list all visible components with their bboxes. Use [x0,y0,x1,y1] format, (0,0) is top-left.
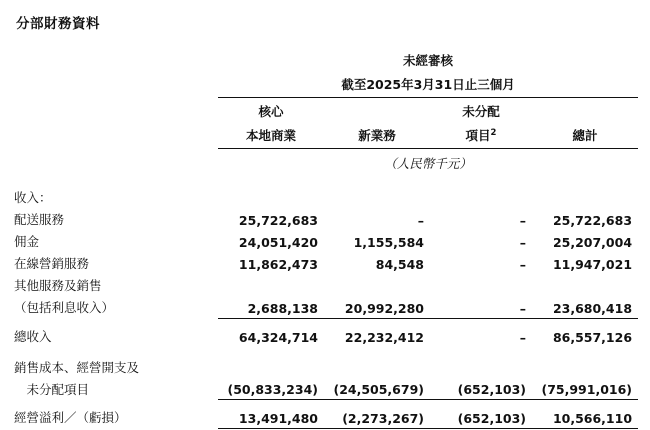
row-delivery-unallocated: – [519,213,526,228]
col-unallocated-line2-text: 項目 [465,128,491,143]
row-other-unallocated: – [519,300,526,316]
operating-profit-core: 13,491,480 [238,410,318,426]
rule-core-3 [218,428,324,430]
table-row-cost-values [12,378,638,400]
row-other-total-blank [532,274,638,296]
segment-financial-table [12,48,638,430]
row-marketing-core: 11,862,473 [238,257,318,272]
operating-profit-unallocated: (652,103) [457,410,526,426]
header-row-period [12,72,638,98]
row-label-operating-profit: 經營溢利／（虧損） [14,410,127,425]
row-other-total: 23,680,418 [552,300,633,316]
column-titles-line1 [12,99,638,123]
row-delivery-core: 25,722,683 [238,213,318,228]
row-other-unallocated-blank [430,274,532,296]
spacer-after-unit [12,177,638,186]
header-unaudited: 未經審核 [403,53,454,68]
rule-after-operating-profit [12,428,638,430]
col-total-line1 [532,99,638,123]
row-other-new: 20,992,280 [344,300,424,316]
col-title-spacer [12,99,218,123]
row-label-delivery-services: 配送服務 [14,212,65,227]
row-marketing-new: 84,548 [375,257,424,272]
row-label-including-interest-income: （包括利息收入） [14,300,115,315]
header-period: 截至2025年3月31日止三個月 [341,77,515,92]
spacer-after-total-revenue [12,347,638,356]
cost-total-blank [532,356,638,378]
column-titles-line2 [12,123,638,149]
header-spacer [12,48,218,72]
col-unallocated-line2 [430,123,532,149]
page-title: 分部財務資料 [16,16,100,32]
row-commission-unallocated: – [519,235,526,250]
rule-unallocated-3 [430,428,532,430]
row-label-other-services: 其他服務及銷售 [14,278,102,293]
col-title-spacer-2 [12,123,218,149]
table-row [12,208,638,230]
col-new-line1 [324,99,430,123]
spacer-cell [12,177,638,186]
cost-core: (50,833,234) [227,382,318,397]
row-delivery-new: – [417,213,424,228]
col-new-line2: 新業務 [358,128,396,143]
header-spacer-2 [12,72,218,98]
unit-spacer [12,150,218,177]
section-header-revenue [12,186,638,208]
row-commission-core: 24,051,420 [238,235,318,250]
section-label-revenue: 收入： [14,190,52,205]
row-label-commission: 佣金 [14,234,40,249]
col-core-line2: 本地商業 [245,128,296,143]
row-other-new-blank [324,274,430,296]
rule-total-3 [532,428,638,430]
row-label-online-marketing: 在線營銷服務 [14,256,90,271]
section-revenue-total [532,186,638,208]
row-label-cost-of-sales-line1: 銷售成本、經營開支及 [14,359,140,375]
col-total-line2: 總計 [572,128,598,143]
col-core-line1: 核心 [258,104,284,119]
table-row [12,296,638,318]
table-row-total-revenue [12,325,638,347]
table-row [12,252,638,274]
table-row [12,230,638,252]
cost-unallocated-blank [430,356,532,378]
cost-new: (24,505,679) [333,382,424,397]
table-row-cost-label [12,356,638,378]
row-commission-new: 1,155,584 [353,235,424,250]
unit-label: （人民幣千元） [384,156,472,171]
cost-total: (75,991,016) [541,382,633,397]
total-revenue-total: 86,557,126 [552,329,633,345]
operating-profit-new: (2,273,267) [342,410,424,426]
row-other-core-blank [218,274,324,296]
total-revenue-core: 64,324,714 [238,329,318,345]
rule-new-3 [324,428,430,430]
cost-core-blank [218,356,324,378]
header-row-unaudited [12,48,638,72]
rule-spacer-5 [12,428,218,430]
section-revenue-new [324,186,430,208]
total-revenue-new: 22,232,412 [344,329,424,345]
row-other-core: 2,688,138 [247,300,318,316]
row-delivery-total: 25,722,683 [552,213,633,228]
row-label-total-revenue: 總收入 [14,328,52,344]
total-revenue-unallocated: – [519,329,526,345]
spacer-cell-3 [12,347,638,356]
unit-row [12,150,638,177]
col-unallocated-line1: 未分配 [462,104,500,119]
cost-new-blank [324,356,430,378]
table-row-operating-profit [12,406,638,428]
row-marketing-total: 11,947,021 [552,257,633,272]
row-commission-total: 25,207,004 [552,235,633,250]
cost-unallocated: (652,103) [457,382,526,397]
col-unallocated-footnote-marker: 2 [490,127,497,138]
row-marketing-unallocated: – [519,257,526,272]
operating-profit-total: 10,566,110 [552,410,633,426]
table-row [12,274,638,296]
section-revenue-unallocated [430,186,532,208]
row-label-cost-of-sales-line2: 未分配項目 [14,381,90,397]
section-revenue-core [218,186,324,208]
